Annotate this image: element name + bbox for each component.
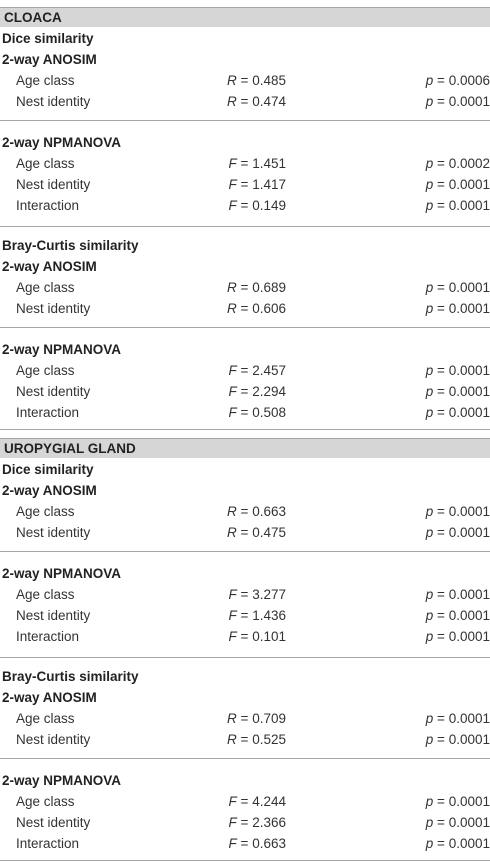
statistic-symbol: R bbox=[227, 504, 237, 519]
statistic-cell bbox=[229, 402, 286, 423]
section-bottom-divider bbox=[0, 429, 490, 430]
p-value-cell bbox=[426, 584, 490, 605]
test-heading: 2-way NPMANOVA bbox=[2, 135, 122, 150]
row-label: Age class bbox=[16, 711, 75, 726]
p-value: 0.0001 bbox=[448, 587, 490, 602]
statistic-value: 0.663 bbox=[252, 504, 286, 519]
statistic-value: 2.457 bbox=[252, 363, 286, 378]
section-header: CLOACA bbox=[0, 7, 490, 27]
table-row bbox=[0, 153, 490, 174]
equals-sign: = bbox=[240, 301, 249, 316]
equals-sign: = bbox=[437, 525, 445, 540]
statistic-value: 0.663 bbox=[252, 836, 286, 851]
p-value-cell bbox=[426, 174, 490, 195]
p-symbol: p bbox=[425, 301, 434, 316]
table-row bbox=[0, 833, 490, 854]
equals-sign: = bbox=[437, 732, 445, 747]
equals-sign: = bbox=[437, 836, 445, 851]
statistic-symbol: F bbox=[228, 363, 237, 378]
equals-sign: = bbox=[437, 711, 445, 726]
equals-sign: = bbox=[240, 73, 249, 88]
p-value: 0.0001 bbox=[448, 711, 490, 726]
equals-sign: = bbox=[240, 815, 249, 830]
statistic-cell bbox=[229, 833, 286, 854]
p-symbol: p bbox=[425, 363, 434, 378]
row-label: Nest identity bbox=[16, 815, 91, 830]
row-label: Nest identity bbox=[16, 384, 91, 399]
row-label: Age class bbox=[16, 363, 75, 378]
similarity-heading: Dice similarity bbox=[2, 462, 94, 477]
statistic-value: 1.436 bbox=[252, 608, 286, 623]
row-label: Nest identity bbox=[16, 525, 91, 540]
test-heading: 2-way ANOSIM bbox=[2, 259, 97, 274]
p-value: 0.0001 bbox=[448, 815, 490, 830]
row-label: Age class bbox=[16, 156, 75, 171]
statistic-value: 0.101 bbox=[252, 629, 286, 644]
equals-sign: = bbox=[240, 94, 249, 109]
test-heading: 2-way NPMANOVA bbox=[2, 566, 122, 581]
p-value-cell bbox=[426, 360, 490, 381]
similarity-heading: Bray-Curtis similarity bbox=[2, 238, 139, 253]
equals-sign: = bbox=[240, 836, 249, 851]
statistic-cell bbox=[229, 812, 286, 833]
equals-sign: = bbox=[437, 301, 445, 316]
statistic-symbol: R bbox=[227, 525, 237, 540]
row-label: Age class bbox=[16, 587, 75, 602]
p-symbol: p bbox=[425, 94, 434, 109]
p-symbol: p bbox=[425, 608, 434, 623]
p-symbol: p bbox=[425, 405, 434, 420]
equals-sign: = bbox=[437, 587, 445, 602]
equals-sign: = bbox=[240, 794, 249, 809]
equals-sign: = bbox=[437, 198, 445, 213]
table-row bbox=[0, 277, 490, 298]
p-value: 0.0001 bbox=[448, 363, 490, 378]
p-value: 0.0001 bbox=[448, 94, 490, 109]
row-label: Age class bbox=[16, 73, 75, 88]
p-value: 0.0001 bbox=[448, 732, 490, 747]
section-header: UROPYGIAL GLAND bbox=[0, 438, 490, 458]
statistic-symbol: F bbox=[228, 384, 237, 399]
table-row bbox=[0, 584, 490, 605]
table-row bbox=[0, 501, 490, 522]
table-row bbox=[0, 174, 490, 195]
p-value: 0.0001 bbox=[448, 504, 490, 519]
similarity-heading: Dice similarity bbox=[2, 31, 94, 46]
p-value: 0.0001 bbox=[448, 177, 490, 192]
equals-sign: = bbox=[240, 711, 249, 726]
statistic-value: 0.485 bbox=[252, 73, 286, 88]
equals-sign: = bbox=[437, 177, 445, 192]
statistic-value: 1.417 bbox=[252, 177, 286, 192]
statistic-value: 0.709 bbox=[252, 711, 286, 726]
statistic-cell bbox=[227, 708, 286, 729]
statistic-value: 0.475 bbox=[252, 525, 286, 540]
statistic-value: 3.277 bbox=[252, 587, 286, 602]
equals-sign: = bbox=[437, 363, 445, 378]
equals-sign: = bbox=[240, 363, 249, 378]
table-row bbox=[0, 626, 490, 647]
p-symbol: p bbox=[425, 198, 434, 213]
statistic-cell bbox=[227, 70, 286, 91]
statistic-cell bbox=[227, 298, 286, 319]
statistic-symbol: F bbox=[228, 794, 237, 809]
equals-sign: = bbox=[437, 280, 445, 295]
p-value: 0.0001 bbox=[448, 608, 490, 623]
test-heading: 2-way ANOSIM bbox=[2, 690, 97, 705]
p-value: 0.0001 bbox=[448, 794, 490, 809]
equals-sign: = bbox=[240, 280, 249, 295]
p-value: 0.0006 bbox=[448, 73, 490, 88]
row-label: Nest identity bbox=[16, 732, 91, 747]
statistic-cell bbox=[227, 522, 286, 543]
test-heading: 2-way ANOSIM bbox=[2, 52, 97, 67]
p-value-cell bbox=[426, 812, 490, 833]
p-value-cell bbox=[426, 195, 490, 216]
statistic-cell bbox=[229, 381, 286, 402]
row-divider bbox=[0, 327, 490, 328]
row-label: Age class bbox=[16, 794, 75, 809]
p-value-cell bbox=[426, 833, 490, 854]
p-symbol: p bbox=[425, 629, 434, 644]
statistic-symbol: F bbox=[228, 177, 237, 192]
p-symbol: p bbox=[425, 794, 434, 809]
p-value-cell bbox=[426, 708, 490, 729]
p-value-cell bbox=[426, 402, 490, 423]
equals-sign: = bbox=[437, 405, 445, 420]
p-symbol: p bbox=[425, 156, 434, 171]
p-value-cell bbox=[426, 298, 490, 319]
row-label: Interaction bbox=[16, 198, 80, 213]
p-value: 0.0001 bbox=[448, 198, 490, 213]
row-divider bbox=[0, 551, 490, 552]
statistic-value: 4.244 bbox=[252, 794, 286, 809]
statistic-symbol: R bbox=[227, 94, 237, 109]
statistic-symbol: F bbox=[228, 608, 237, 623]
p-value-cell bbox=[426, 91, 490, 112]
equals-sign: = bbox=[240, 177, 249, 192]
table-row bbox=[0, 70, 490, 91]
table-row bbox=[0, 360, 490, 381]
statistic-cell bbox=[227, 501, 286, 522]
p-value-cell bbox=[426, 501, 490, 522]
statistic-value: 0.149 bbox=[252, 198, 286, 213]
table-row bbox=[0, 91, 490, 112]
p-value: 0.0001 bbox=[448, 525, 490, 540]
p-symbol: p bbox=[425, 587, 434, 602]
table-row bbox=[0, 298, 490, 319]
row-divider bbox=[0, 758, 490, 759]
statistic-value: 0.474 bbox=[252, 94, 286, 109]
p-value: 0.0001 bbox=[448, 384, 490, 399]
equals-sign: = bbox=[437, 629, 445, 644]
equals-sign: = bbox=[437, 94, 445, 109]
table-row bbox=[0, 791, 490, 812]
row-label: Nest identity bbox=[16, 301, 91, 316]
equals-sign: = bbox=[437, 73, 445, 88]
p-value: 0.0001 bbox=[448, 301, 490, 316]
row-divider bbox=[0, 120, 490, 121]
table-row bbox=[0, 522, 490, 543]
statistic-cell bbox=[229, 174, 286, 195]
p-value-cell bbox=[426, 791, 490, 812]
equals-sign: = bbox=[240, 587, 249, 602]
row-label: Interaction bbox=[16, 405, 80, 420]
p-value-cell bbox=[426, 277, 490, 298]
table-row bbox=[0, 812, 490, 833]
p-value-cell bbox=[426, 605, 490, 626]
equals-sign: = bbox=[437, 384, 445, 399]
p-symbol: p bbox=[425, 280, 434, 295]
statistic-cell bbox=[229, 153, 286, 174]
equals-sign: = bbox=[437, 504, 445, 519]
statistic-symbol: R bbox=[227, 732, 237, 747]
test-heading: 2-way ANOSIM bbox=[2, 483, 97, 498]
statistic-cell bbox=[229, 791, 286, 812]
equals-sign: = bbox=[240, 156, 249, 171]
table-row bbox=[0, 195, 490, 216]
statistic-cell bbox=[229, 626, 286, 647]
similarity-heading: Bray-Curtis similarity bbox=[2, 669, 139, 684]
table-row bbox=[0, 402, 490, 423]
p-value-cell bbox=[426, 381, 490, 402]
equals-sign: = bbox=[437, 815, 445, 830]
p-value-cell bbox=[426, 626, 490, 647]
statistic-cell bbox=[227, 729, 286, 750]
statistic-cell bbox=[227, 91, 286, 112]
p-value-cell bbox=[426, 153, 490, 174]
equals-sign: = bbox=[240, 198, 249, 213]
p-value: 0.0002 bbox=[448, 156, 490, 171]
p-symbol: p bbox=[425, 384, 434, 399]
equals-sign: = bbox=[437, 156, 445, 171]
p-symbol: p bbox=[425, 836, 434, 851]
statistic-symbol: R bbox=[227, 711, 237, 726]
table-row bbox=[0, 381, 490, 402]
table-row bbox=[0, 708, 490, 729]
statistic-cell bbox=[227, 277, 286, 298]
p-value-cell bbox=[426, 70, 490, 91]
equals-sign: = bbox=[240, 629, 249, 644]
p-value-cell bbox=[426, 522, 490, 543]
test-heading: 2-way NPMANOVA bbox=[2, 342, 122, 357]
statistic-cell bbox=[229, 360, 286, 381]
statistic-value: 0.689 bbox=[252, 280, 286, 295]
p-value: 0.0001 bbox=[448, 405, 490, 420]
test-heading: 2-way NPMANOVA bbox=[2, 773, 122, 788]
equals-sign: = bbox=[240, 525, 249, 540]
row-label: Nest identity bbox=[16, 177, 91, 192]
p-symbol: p bbox=[425, 815, 434, 830]
p-symbol: p bbox=[425, 73, 434, 88]
statistic-value: 0.606 bbox=[252, 301, 286, 316]
row-divider bbox=[0, 226, 490, 227]
equals-sign: = bbox=[240, 732, 249, 747]
statistic-symbol: F bbox=[228, 815, 237, 830]
equals-sign: = bbox=[240, 384, 249, 399]
equals-sign: = bbox=[437, 794, 445, 809]
table-row bbox=[0, 605, 490, 626]
equals-sign: = bbox=[240, 608, 249, 623]
p-value: 0.0001 bbox=[448, 280, 490, 295]
statistic-value: 0.508 bbox=[252, 405, 286, 420]
p-symbol: p bbox=[425, 711, 434, 726]
table-row bbox=[0, 729, 490, 750]
row-label: Age class bbox=[16, 504, 75, 519]
equals-sign: = bbox=[437, 608, 445, 623]
row-label: Nest identity bbox=[16, 608, 91, 623]
p-symbol: p bbox=[425, 504, 434, 519]
p-symbol: p bbox=[425, 732, 434, 747]
row-label: Nest identity bbox=[16, 94, 91, 109]
equals-sign: = bbox=[240, 405, 249, 420]
statistic-symbol: F bbox=[228, 836, 237, 851]
statistic-symbol: F bbox=[228, 405, 237, 420]
row-label: Interaction bbox=[16, 629, 80, 644]
statistic-symbol: F bbox=[228, 587, 237, 602]
row-label: Interaction bbox=[16, 836, 80, 851]
statistic-value: 1.451 bbox=[252, 156, 286, 171]
statistic-symbol: F bbox=[228, 156, 237, 171]
statistic-symbol: R bbox=[227, 280, 237, 295]
statistic-cell bbox=[229, 195, 286, 216]
p-value: 0.0001 bbox=[448, 629, 490, 644]
row-divider bbox=[0, 657, 490, 658]
statistic-cell bbox=[229, 605, 286, 626]
statistic-cell bbox=[229, 584, 286, 605]
statistic-symbol: F bbox=[228, 629, 237, 644]
p-symbol: p bbox=[425, 177, 434, 192]
statistic-symbol: R bbox=[227, 301, 237, 316]
p-value: 0.0001 bbox=[448, 836, 490, 851]
p-value-cell bbox=[426, 729, 490, 750]
row-label: Age class bbox=[16, 280, 75, 295]
statistic-symbol: R bbox=[227, 73, 237, 88]
p-symbol: p bbox=[425, 525, 434, 540]
equals-sign: = bbox=[240, 504, 249, 519]
statistic-value: 0.525 bbox=[252, 732, 286, 747]
statistic-value: 2.366 bbox=[252, 815, 286, 830]
statistic-symbol: F bbox=[228, 198, 237, 213]
statistic-value: 2.294 bbox=[252, 384, 286, 399]
